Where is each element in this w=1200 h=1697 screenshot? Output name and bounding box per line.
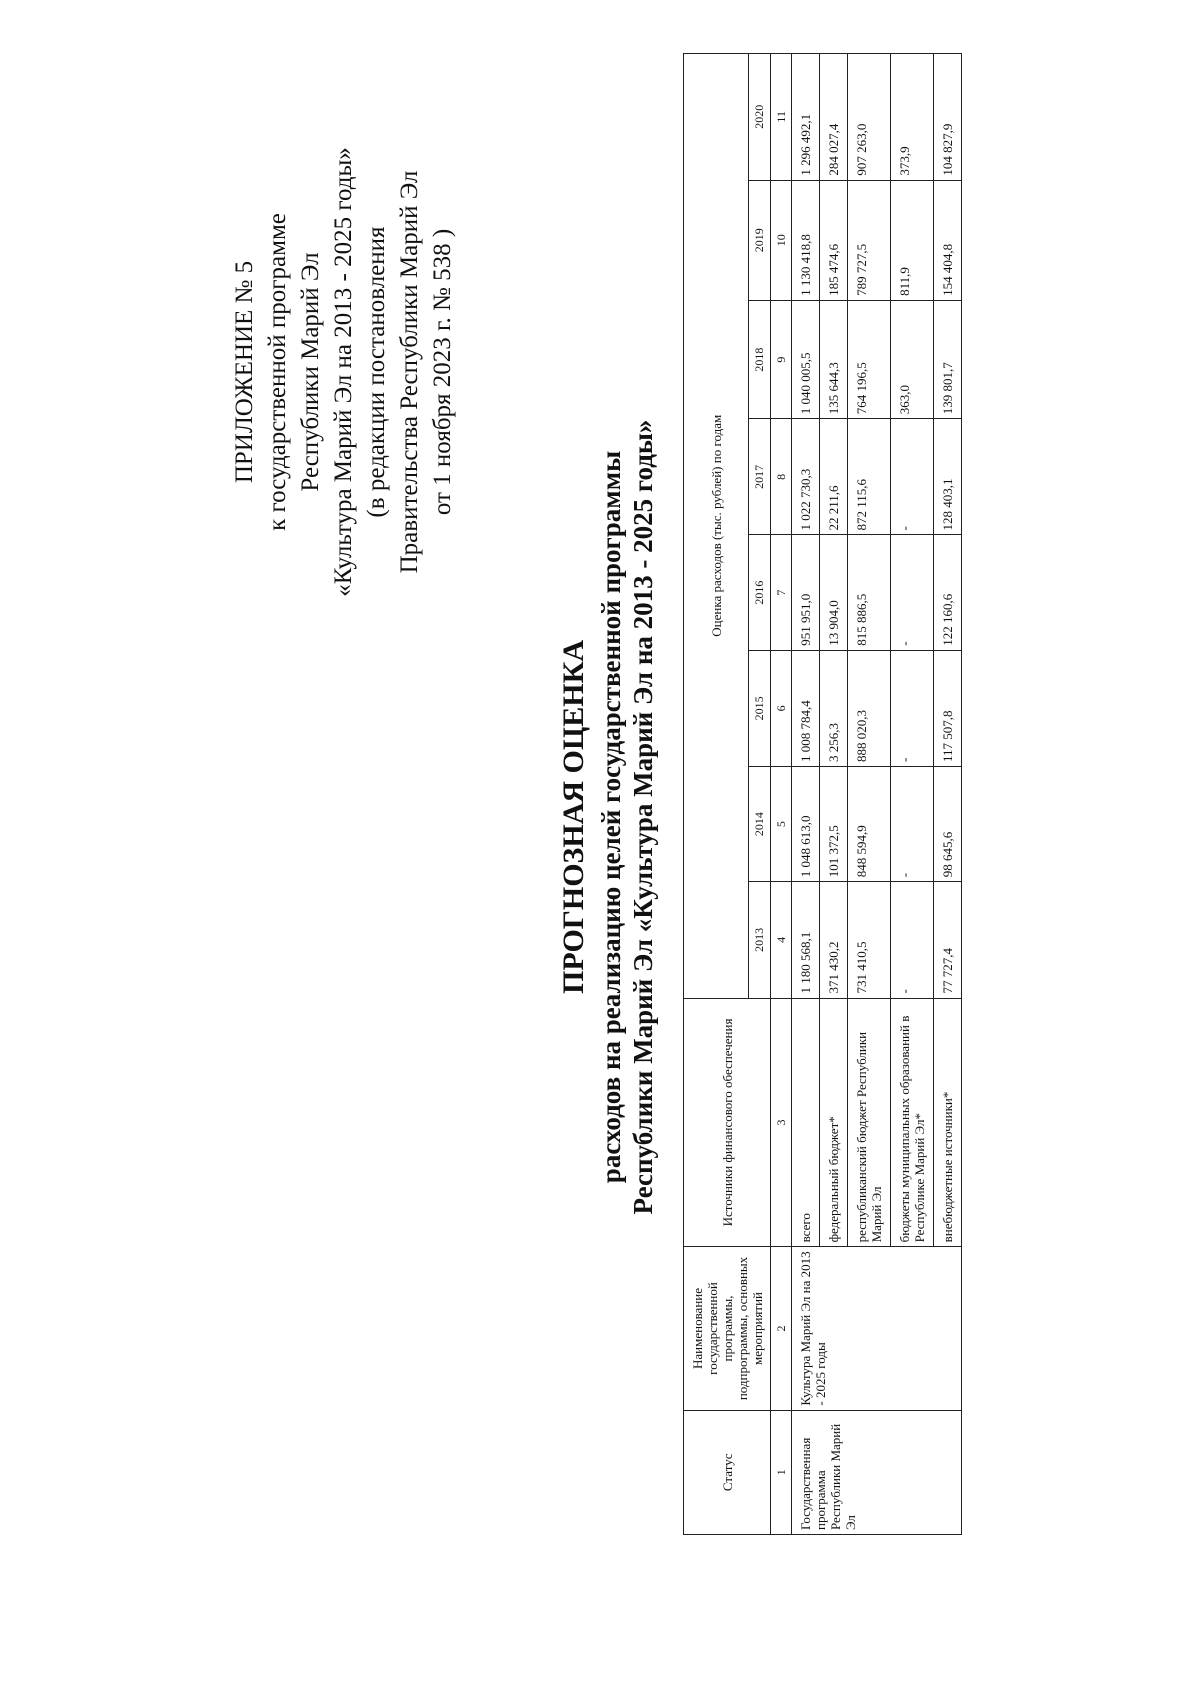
header-year: 2015 [749,650,771,766]
header-year: 2019 [749,180,771,300]
status-cell: Государственная программа Республики Марий Эл [792,1410,962,1534]
appendix-line: Правительства Республики Марий Эл [396,170,423,574]
title-subtitle-line: расходов на реализацию целей государственной программы [596,450,626,1184]
value-cell: 1 296 492,1 [792,54,820,181]
column-number: 1 [771,1410,792,1534]
appendix-line: «Культура Марий Эл на 2013 - 2025 годы» [330,147,357,597]
value-cell: - [891,650,934,766]
value-cell: 185 474,6 [820,180,848,300]
value-cell: 1 022 730,3 [792,419,820,535]
value-cell: - [891,767,934,882]
value-cell: 13 904,0 [820,535,848,650]
value-cell: 101 372,5 [820,767,848,882]
expenditure-table [683,53,962,1535]
column-number: 6 [771,650,792,766]
source-cell: бюджеты муниципальных образований в Республике Марий Эл* [891,998,934,1247]
value-cell: 104 827,9 [934,54,962,181]
value-cell: 77 727,4 [934,882,962,998]
appendix-number: ПРИЛОЖЕНИЕ № 5 [231,260,258,484]
value-cell: 117 507,8 [934,650,962,766]
source-cell: всего [792,998,820,1247]
header-expense-estimate: Оценка расходов (тыс. рублей) по годам [684,54,749,999]
appendix-line: к государственной программе [264,213,291,531]
source-cell: федеральный бюджет* [820,998,848,1247]
value-cell: 872 115,6 [848,419,891,535]
value-cell: 1 048 613,0 [792,767,820,882]
value-cell: 789 727,5 [848,180,891,300]
value-cell: 848 594,9 [848,767,891,882]
value-cell: 1 040 005,5 [792,300,820,418]
value-cell: 1 180 568,1 [792,882,820,998]
value-cell: - [891,882,934,998]
value-cell: 139 801,7 [934,300,962,418]
value-cell: 284 027,4 [820,54,848,181]
value-cell: 951 951,0 [792,535,820,650]
column-number: 10 [771,180,792,300]
column-number: 4 [771,882,792,998]
value-cell: 731 410,5 [848,882,891,998]
value-cell: 764 196,5 [848,300,891,418]
value-cell: 363,0 [891,300,934,418]
column-number: 7 [771,535,792,650]
appendix-date-number: от 1 ноября 2023 г. № 538 ) [429,228,456,516]
title-main: ПРОГНОЗНАЯ ОЦЕНКА [557,640,590,995]
column-number: 11 [771,54,792,181]
value-cell: 122 160,6 [934,535,962,650]
title-subtitle-line: Республики Марий Эл «Культура Марий Эл на 2013 - 2025 годы» [628,419,658,1215]
program-name-cell [792,1247,962,1410]
value-cell: 888 020,3 [848,650,891,766]
table-row [792,54,820,1535]
value-cell: 811,9 [891,180,934,300]
column-number: 8 [771,419,792,535]
header-year: 2013 [749,882,771,998]
value-cell: 135 644,3 [820,300,848,418]
header-year: 2018 [749,300,771,418]
value-cell: 3 256,3 [820,650,848,766]
value-cell: - [891,535,934,650]
header-year: 2020 [749,54,771,181]
value-cell: 1 130 418,8 [792,180,820,300]
value-cell: 98 645,6 [934,767,962,882]
column-number: 5 [771,767,792,882]
column-number: 2 [771,1247,792,1410]
header-year: 2014 [749,767,771,882]
value-cell: 22 211,6 [820,419,848,535]
value-cell: - [891,419,934,535]
value-cell: 128 403,1 [934,419,962,535]
value-cell: 371 430,2 [820,882,848,998]
header-funding-source: Источники финансового обеспечения [684,998,771,1247]
document-title [555,367,659,1267]
value-cell: 154 404,8 [934,180,962,300]
value-cell: 1 008 784,4 [792,650,820,766]
value-cell: 373,9 [891,54,934,181]
header-year: 2016 [749,535,771,650]
appendix-header [228,122,459,622]
appendix-line: Республики Марий Эл [297,252,324,492]
source-cell: республиканский бюджет Республики Марий Эл [848,998,891,1247]
appendix-line: (в редакции постановления [363,226,390,518]
table-body [792,54,962,1535]
column-number: 3 [771,998,792,1247]
value-cell: 907 263,0 [848,54,891,181]
header-status: Статус [684,1410,771,1534]
program-name-text: Культура Марий Эл на 2013 - 2025 годы [798,1251,828,1406]
column-number: 9 [771,300,792,418]
header-year: 2017 [749,419,771,535]
value-cell: 815 886,5 [848,535,891,650]
source-cell: внебюджетные источники* [934,998,962,1247]
header-program-name: Наименование государственной программы, подпрограммы, основных мероприятий [684,1247,771,1410]
